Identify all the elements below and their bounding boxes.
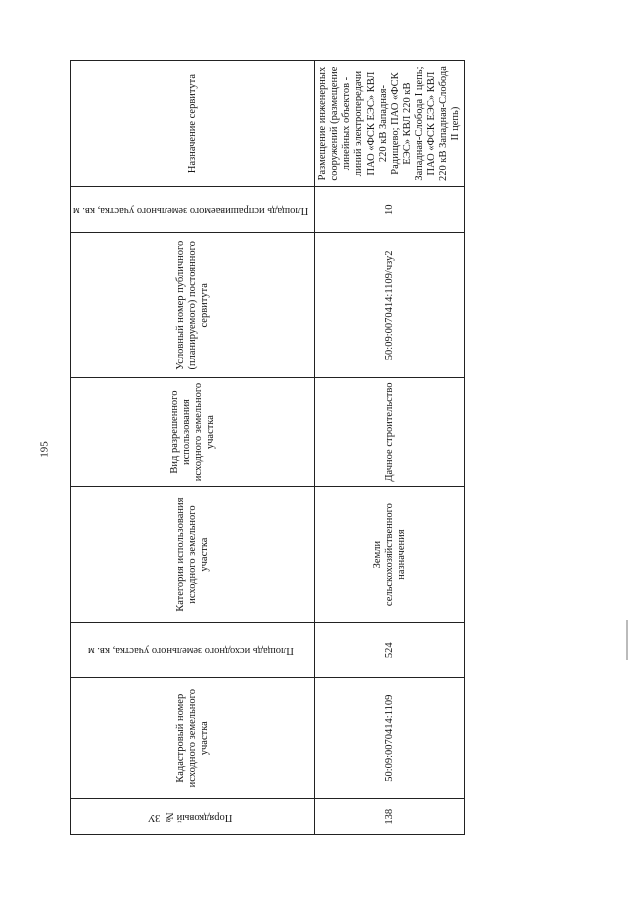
cell-category: Земли сельскохозяйственного назначения <box>315 486 465 622</box>
header-num: Порядковый № ЗУ <box>71 799 315 835</box>
servitude-table-wrapper <box>70 60 461 835</box>
scan-edge-mark <box>626 620 628 660</box>
header-category: Категория использования исходного земельного участка <box>71 486 315 622</box>
header-permitted-use: Вид разрешенного использования исходного земельного участка <box>71 378 315 487</box>
header-servitude-area: Площадь испрашиваемого земельного участка, кв. м <box>71 187 315 233</box>
cell-purpose: Размещение инженерных сооружений (размещение линейных объектов - линий электропередачи ПАО «ФСК ЕЭС» КВЛ 220 кВ Западная-Радищево; ПАО «ФСК ЕЭС» КВЛ 220 кВ Западная-Слобода I цепь; ПАО «ФСК ЕЭС» КВЛ 220 кВ Западная-Слобода II цепь) <box>315 61 465 187</box>
servitude-table <box>70 60 465 835</box>
cell-servitude-area: 10 <box>315 187 465 233</box>
header-cadastral: Кадастровый номер исходного земельного участка <box>71 678 315 799</box>
cell-conditional-number: 50:09:0070414:1109/чзу2 <box>315 233 465 378</box>
table-header-row <box>71 61 315 835</box>
cell-cadastral: 50:09:0070414:1109 <box>315 678 465 799</box>
page-number: 195 <box>38 441 51 458</box>
cell-source-area: 524 <box>315 623 465 678</box>
cell-num: 138 <box>315 799 465 835</box>
header-conditional-number: Условный номер публичного (планируемого) постоянного сервитута <box>71 233 315 378</box>
table-row <box>315 61 465 835</box>
cell-permitted-use: Дачное строительство <box>315 378 465 487</box>
header-source-area: Площадь исходного земельного участка, кв. м <box>71 623 315 678</box>
header-purpose: Назначение сервитута <box>71 61 315 187</box>
